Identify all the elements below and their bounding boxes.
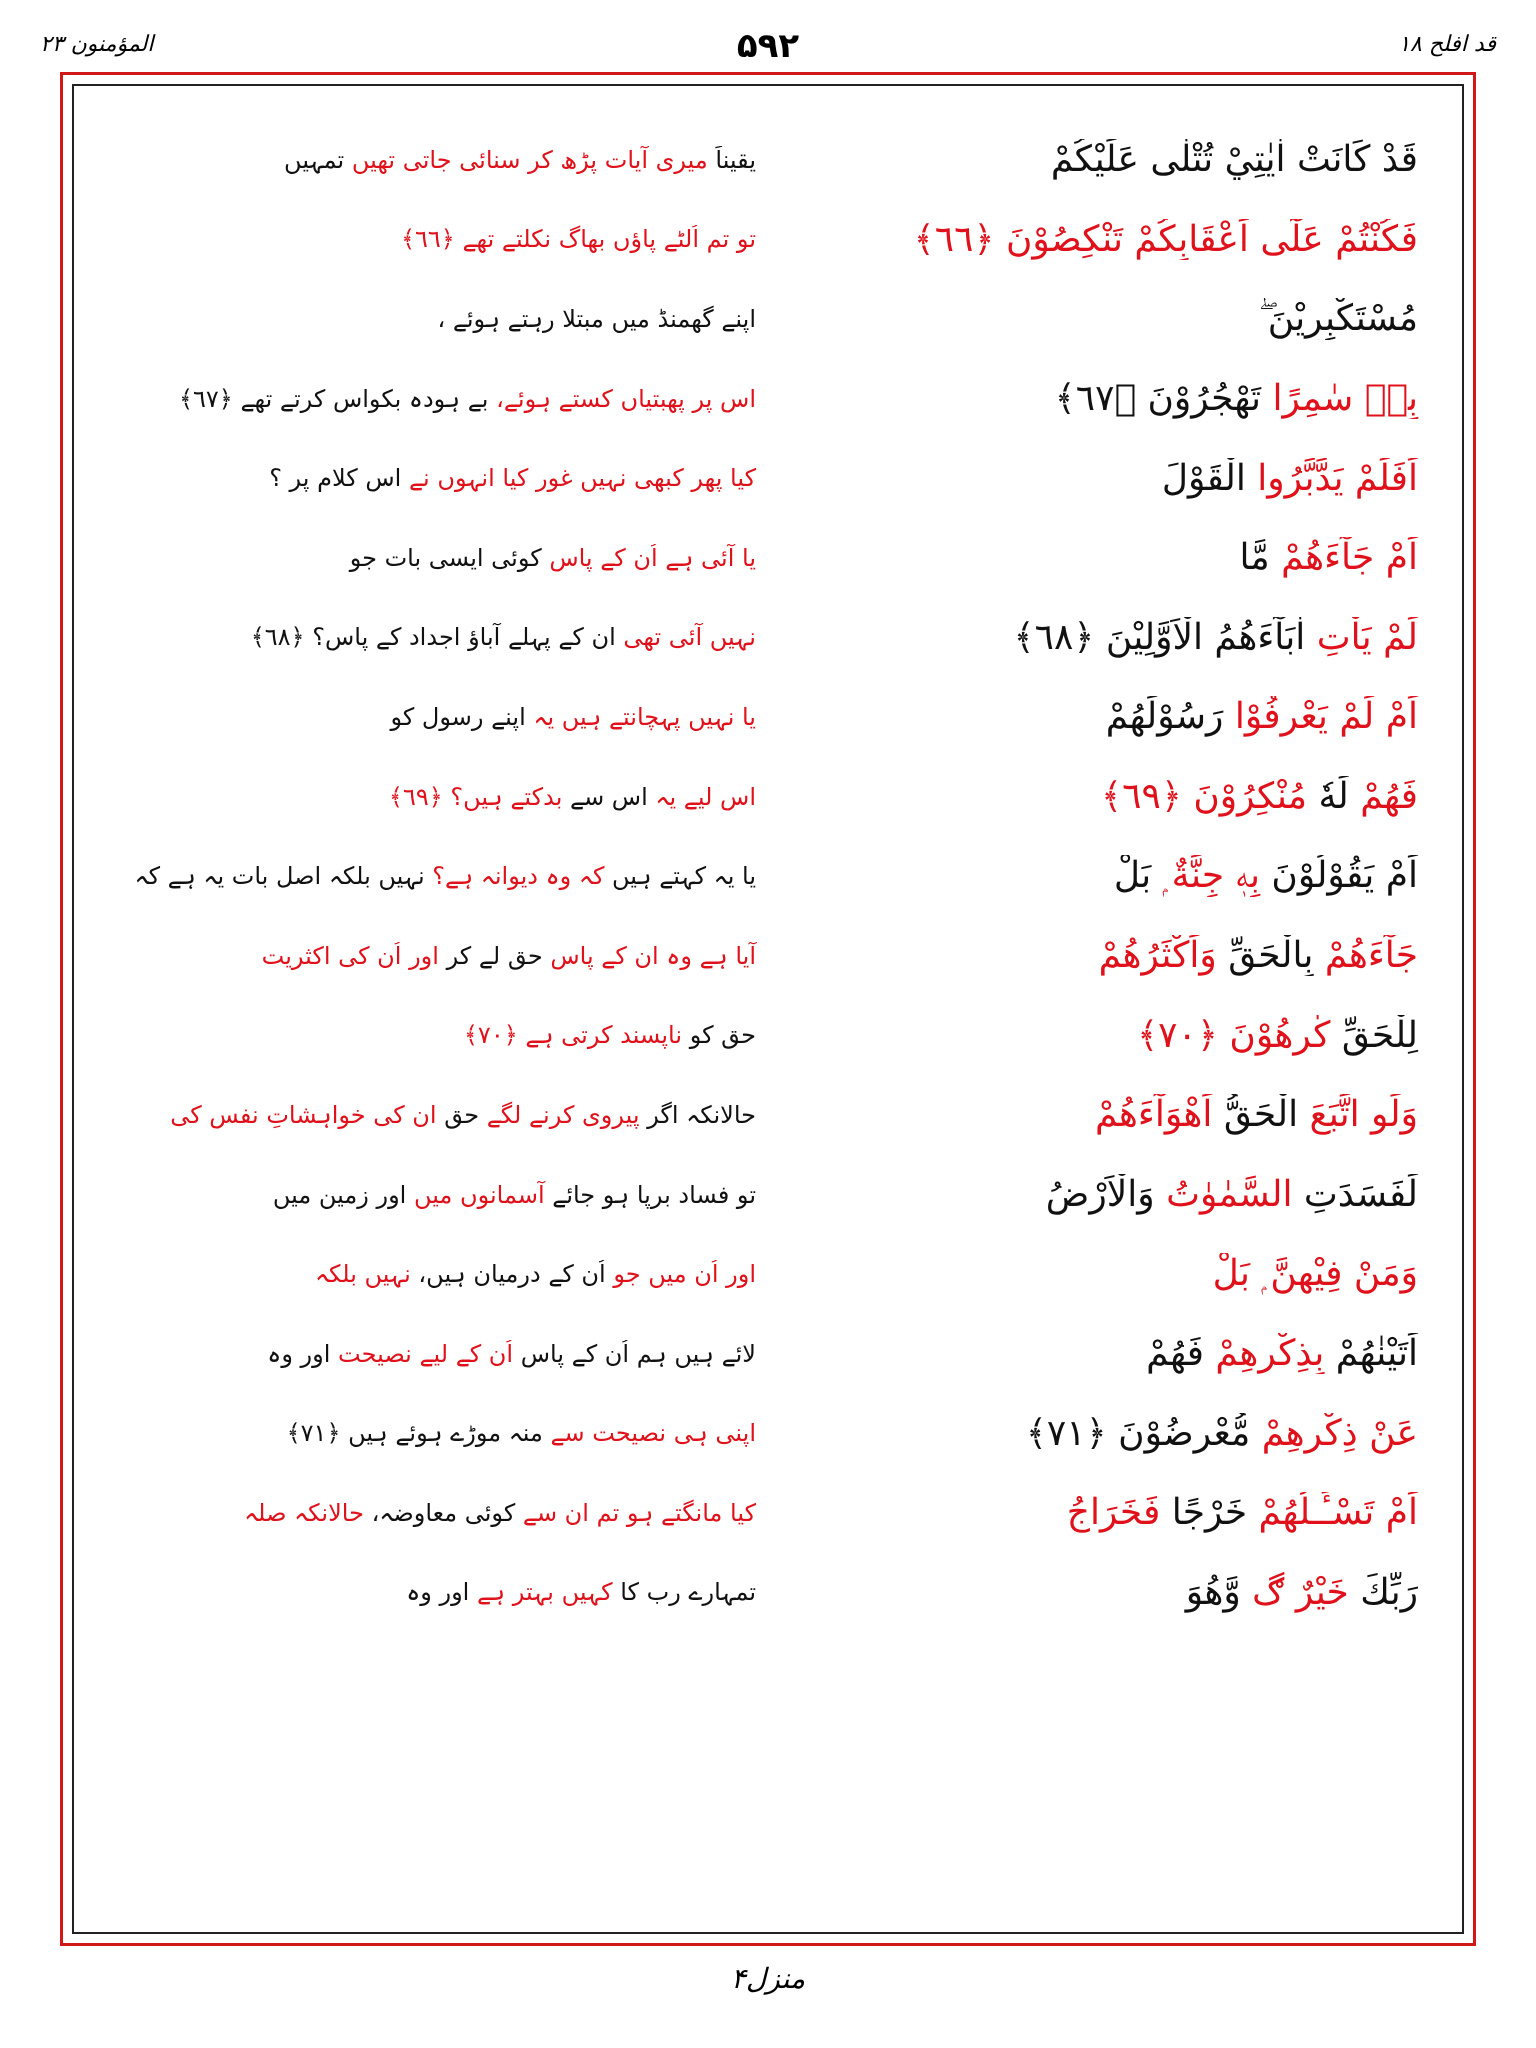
urdu-segment: حق کو <box>682 1021 756 1050</box>
arabic-text <box>776 537 1446 578</box>
arabic-segment: فَهُمْ <box>1348 776 1418 818</box>
page-header <box>0 18 1536 78</box>
urdu-segment: تمہارے رب کا <box>612 1578 756 1607</box>
arabic-text <box>776 935 1446 976</box>
verse-row <box>90 1553 1446 1633</box>
arabic-segment: جَآءَهُمْ <box>1313 935 1418 977</box>
urdu-segment: اس کلام پر ؟ <box>269 464 402 493</box>
arabic-segment: وَاَكْثَرُهُمْ <box>1098 935 1217 977</box>
arabic-segment: الْحَقُّ <box>1212 1094 1299 1136</box>
urdu-translation <box>90 1340 776 1368</box>
arabic-segment: وَالْاَرْضُ <box>1045 1174 1155 1216</box>
verse-row <box>90 1155 1446 1235</box>
verse-row <box>90 438 1446 518</box>
arabic-segment: كٰرِهُوْنَ ﴿٧٠﴾ <box>1137 1014 1331 1056</box>
urdu-segment: اُن کے لیے نصیحت <box>330 1339 514 1368</box>
urdu-segment: کہ وہ دیوانہ ہے؟ <box>424 862 605 891</box>
urdu-segment: منہ موڑے ہوئے ہیں ﴿٧١﴾ <box>286 1419 543 1448</box>
arabic-text <box>776 1492 1446 1533</box>
arabic-text <box>776 378 1446 419</box>
urdu-translation <box>90 464 776 492</box>
arabic-segment: خَيْرٌ ڰ <box>1240 1571 1349 1613</box>
urdu-segment: کیا مانگتے ہو تم ان سے <box>515 1498 756 1527</box>
verse-row <box>90 1394 1446 1474</box>
urdu-segment: اور زمین میں <box>272 1180 407 1209</box>
urdu-segment: اپنے گھمنڈ میں مبتلا رہتے ہوئے ، <box>437 304 756 333</box>
arabic-segment: تَهْجُرُوْنَ ﴿٦٧﴾ <box>1054 378 1262 420</box>
arabic-segment: بِالْحَقِّ <box>1216 935 1314 977</box>
urdu-segment: اور اُن کی اکثریت <box>261 941 439 970</box>
urdu-segment: ناپسند کرتی ہے ﴿٧٠﴾ <box>463 1021 683 1050</box>
urdu-translation <box>90 862 776 890</box>
arabic-segment: اَفَلَمْ يَدَّبَّرُوا <box>1245 457 1418 499</box>
juz-name: قد افلح ١٨ <box>1398 32 1496 57</box>
arabic-segment: رَسُوْلَهُمْ <box>1105 696 1224 738</box>
verse-row <box>90 1234 1446 1314</box>
arabic-text <box>776 139 1446 180</box>
surah-name: المؤمنون ٢٣ <box>40 32 154 57</box>
arabic-segment: اٰبَآءَهُمُ الْاَوَّلِيْنَ ﴿٦٨﴾ <box>1013 616 1306 658</box>
verse-row <box>90 677 1446 757</box>
urdu-segment: اور وہ <box>406 1578 470 1607</box>
arabic-segment: رَبِّكَ <box>1348 1571 1418 1613</box>
urdu-segment: یا نہیں پہچانتے ہیں یہ <box>525 702 756 731</box>
urdu-segment: کوئی معاوضہ، <box>363 1498 516 1527</box>
arabic-text <box>776 617 1446 658</box>
urdu-segment: بدکتے ہیں؟ ﴿٦٩﴾ <box>388 782 563 811</box>
arabic-segment: بِهٖ سٰمِرًا <box>1261 378 1418 420</box>
urdu-segment: کہیں بہتر ہے <box>469 1578 613 1607</box>
urdu-segment: لائے ہیں ہم اُن کے پاس <box>513 1339 756 1368</box>
urdu-translation <box>90 544 776 572</box>
arabic-segment: وَلَوِ اتَّبَعَ <box>1298 1094 1418 1136</box>
arabic-text <box>776 298 1446 340</box>
arabic-segment: اَمْ يَقُوْلُوْنَ <box>1259 855 1418 897</box>
verse-row <box>90 279 1446 359</box>
urdu-segment: اور وہ <box>267 1339 331 1368</box>
arabic-segment: وَمَنْ فِيْهِنَّ ۭ <box>1249 1253 1418 1295</box>
urdu-segment: حق لے کر <box>438 941 543 970</box>
arabic-text <box>776 1094 1446 1135</box>
urdu-segment: ان کے پہلے آباؤ اجداد کے پاس؟ ﴿٦٨﴾ <box>250 623 616 652</box>
page-number: ۵۹۲ <box>736 26 800 66</box>
urdu-translation <box>90 1499 776 1527</box>
urdu-segment: نہیں بلکہ اصل بات یہ ہے کہ <box>134 862 425 891</box>
urdu-translation <box>90 1260 776 1288</box>
arabic-segment: بَلْ <box>1113 855 1152 897</box>
urdu-segment: تو فساد برپا ہو جائے <box>544 1180 756 1209</box>
arabic-segment: السَّمٰوٰتُ <box>1154 1174 1293 1216</box>
arabic-segment: بِهٖ جِنَّةٌ ۭ <box>1151 855 1260 897</box>
arabic-segment: فَخَرَاجُ <box>1066 1492 1161 1534</box>
urdu-segment: نہیں آئی تھی <box>615 623 756 652</box>
verse-row <box>90 1314 1446 1394</box>
arabic-segment: اَتَيْنٰهُمْ <box>1324 1333 1418 1375</box>
arabic-segment: لَمْ يَاْتِ <box>1305 616 1418 658</box>
urdu-segment: کیا پھر کبھی نہیں غور کیا انہوں نے <box>401 464 756 493</box>
urdu-translation <box>90 1419 776 1447</box>
arabic-text <box>776 855 1446 897</box>
urdu-translation <box>90 385 776 413</box>
urdu-segment: اس سے <box>562 782 648 811</box>
verse-row <box>90 836 1446 916</box>
verse-row <box>90 518 1446 598</box>
verse-row <box>90 200 1446 280</box>
arabic-segment: اَمْ جَآءَهُمْ <box>1269 537 1418 579</box>
urdu-translation <box>90 1181 776 1209</box>
arabic-segment: لَهٗ <box>1307 776 1349 818</box>
urdu-segment: حالانکہ اگر <box>639 1100 756 1129</box>
arabic-text <box>776 696 1446 737</box>
verse-row <box>90 1075 1446 1155</box>
urdu-segment: پیروی کرنے لگے <box>479 1100 640 1129</box>
arabic-segment: خَرْجًا <box>1160 1492 1248 1534</box>
arabic-segment: فَكُنْتُمْ عَلٰٓى اَعْقَابِكُمْ تَنْكِصُوْنَ ﴿٦٦﴾ <box>913 218 1418 260</box>
verse-row <box>90 916 1446 996</box>
arabic-text <box>776 1174 1446 1215</box>
urdu-segment: حق <box>436 1100 480 1129</box>
urdu-translation <box>90 1578 776 1606</box>
arabic-segment: اَمْ لَمْ يَعْرِفُوْا <box>1223 696 1418 738</box>
urdu-translation <box>90 623 776 651</box>
urdu-segment: یا آئی ہے اُن کے پاس <box>541 543 756 572</box>
arabic-segment: مَّا <box>1239 537 1270 579</box>
arabic-text <box>776 219 1446 260</box>
urdu-segment: اپنی ہی نصیحت سے <box>542 1419 756 1448</box>
arabic-text <box>776 1572 1446 1613</box>
arabic-text <box>776 1015 1446 1056</box>
urdu-segment: آیا ہے وہ ان کے پاس <box>542 941 756 970</box>
arabic-segment: مُسْتَكْبِرِيْنَ ۖ <box>1258 297 1418 339</box>
urdu-translation <box>90 225 776 253</box>
urdu-segment: آسمانوں میں <box>406 1180 545 1209</box>
urdu-translation <box>90 305 776 333</box>
urdu-translation <box>90 703 776 731</box>
manzil-footer: منزل۴ <box>730 1962 806 1995</box>
urdu-segment: اس پر پھبتیاں کستے ہوئے، <box>488 384 756 413</box>
arabic-segment: اَمْ تَسْـَٔـلُهُمْ <box>1247 1492 1418 1534</box>
arabic-text <box>776 1413 1446 1454</box>
verse-row <box>90 996 1446 1076</box>
urdu-segment: تمہیں <box>284 145 352 174</box>
urdu-segment: اور اُن میں جو <box>605 1260 756 1289</box>
urdu-translation <box>90 1101 776 1129</box>
urdu-translation <box>90 942 776 970</box>
arabic-segment: فَهُمْ <box>1146 1333 1204 1375</box>
urdu-segment: بے ہودہ بکواس کرتے تھے ﴿٦٧﴾ <box>178 384 489 413</box>
urdu-translation <box>90 1021 776 1049</box>
verse-row <box>90 757 1446 837</box>
verse-row <box>90 1473 1446 1553</box>
arabic-segment: بِذِكْرِهِمْ <box>1203 1333 1325 1375</box>
urdu-segment: اپنے رسول کو <box>390 702 526 731</box>
arabic-segment: مُنْكِرُوْنَ ﴿٦٩﴾ <box>1101 776 1308 818</box>
arabic-segment: بَلْ <box>1212 1253 1250 1295</box>
verse-row <box>90 598 1446 678</box>
verse-table <box>90 120 1446 1632</box>
arabic-segment: مُّعْرِضُوْنَ ﴿٧١﴾ <box>1025 1412 1251 1454</box>
urdu-segment: حالانکہ صلہ <box>244 1498 364 1527</box>
arabic-segment: الْقَوْلَ <box>1161 457 1246 499</box>
arabic-text <box>776 458 1446 499</box>
urdu-segment: کوئی ایسی بات جو <box>349 543 542 572</box>
arabic-segment: عَنْ ذِكْرِهِمْ <box>1250 1412 1418 1454</box>
arabic-segment: وَّهُوَ <box>1185 1571 1241 1613</box>
verse-row <box>90 359 1446 439</box>
urdu-segment: اُن کے درمیان ہیں، <box>410 1260 606 1289</box>
arabic-text <box>776 776 1446 817</box>
urdu-segment: یا یہ کہتے ہیں <box>604 862 756 891</box>
arabic-text <box>776 1253 1446 1295</box>
urdu-segment: ان کی خواہشاتِ نفس کی <box>170 1100 437 1129</box>
arabic-segment: قَدْ كَانَتْ اٰيٰتِيْ تُتْلٰى عَلَيْكُمْ <box>1050 139 1418 181</box>
urdu-segment: میری آیات پڑھ کر سنائی جاتی تھیں <box>351 145 708 174</box>
urdu-segment: یقیناً <box>707 145 756 174</box>
verse-row <box>90 120 1446 200</box>
urdu-segment: نہیں بلکہ <box>314 1260 411 1289</box>
arabic-segment: لَفَسَدَتِ <box>1292 1174 1418 1216</box>
arabic-text <box>776 1333 1446 1374</box>
arabic-segment: لِلْحَقِّ <box>1330 1014 1418 1056</box>
arabic-segment: اَهْوَآءَهُمْ <box>1094 1094 1213 1136</box>
urdu-segment: تو تم اُلٹے پاؤں بھاگ نکلتے تھے ﴿٦٦﴾ <box>400 225 756 254</box>
urdu-translation <box>90 146 776 174</box>
urdu-segment: اس لیے یہ <box>647 782 756 811</box>
urdu-translation <box>90 783 776 811</box>
